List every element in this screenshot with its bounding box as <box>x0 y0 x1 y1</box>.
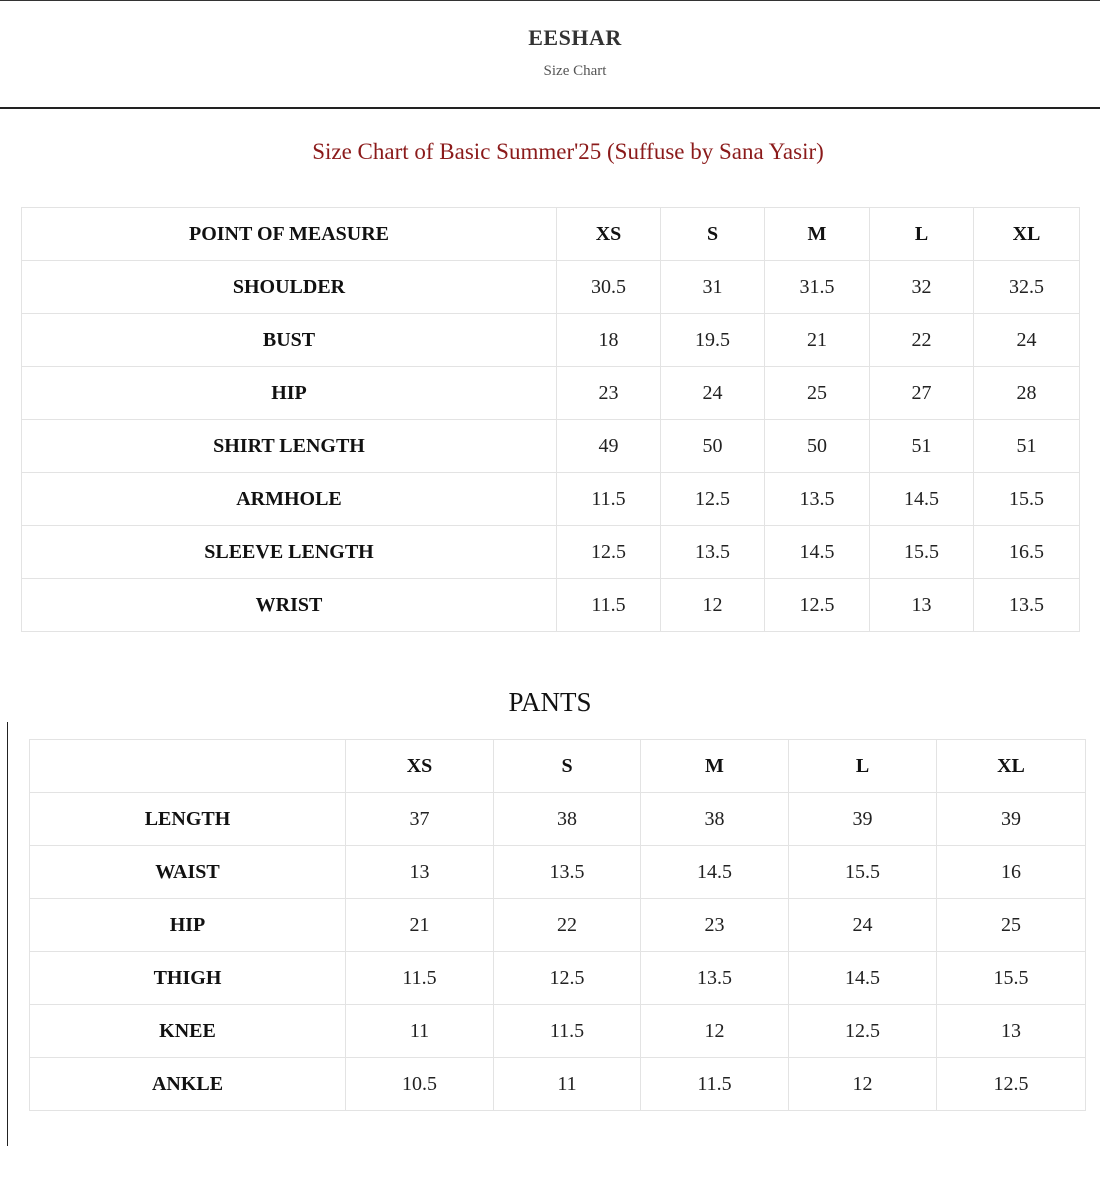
measurement-cell: 39 <box>789 793 937 846</box>
measurement-cell: 24 <box>789 899 937 952</box>
row-label: ANKLE <box>30 1058 346 1111</box>
measurement-cell: 15.5 <box>974 473 1080 526</box>
measurement-cell: 23 <box>557 367 661 420</box>
row-label: BUST <box>22 314 557 367</box>
column-header-size: L <box>789 740 937 793</box>
measurement-cell: 16.5 <box>974 526 1080 579</box>
measurement-cell: 15.5 <box>789 846 937 899</box>
column-header-size: XL <box>974 208 1080 261</box>
measurement-cell: 19.5 <box>661 314 765 367</box>
column-header-size: M <box>765 208 870 261</box>
row-label: HIP <box>22 367 557 420</box>
measurement-cell: 14.5 <box>641 846 789 899</box>
row-label: LENGTH <box>30 793 346 846</box>
table-row <box>30 1058 1086 1111</box>
column-header-size: L <box>870 208 974 261</box>
row-label: WRIST <box>22 579 557 632</box>
measurement-cell: 13 <box>346 846 494 899</box>
table-row <box>22 314 1080 367</box>
table-row <box>22 579 1080 632</box>
table-row <box>30 899 1086 952</box>
measurement-cell: 11 <box>494 1058 641 1111</box>
measurement-cell: 21 <box>346 899 494 952</box>
measurement-cell: 12.5 <box>765 579 870 632</box>
measurement-cell: 32.5 <box>974 261 1080 314</box>
measurement-cell: 11.5 <box>641 1058 789 1111</box>
measurement-cell: 10.5 <box>346 1058 494 1111</box>
pants-size-table <box>29 739 1086 1111</box>
measurement-cell: 27 <box>870 367 974 420</box>
row-label: WAIST <box>30 846 346 899</box>
measurement-cell: 28 <box>974 367 1080 420</box>
measurement-cell: 12.5 <box>661 473 765 526</box>
column-header-size: XL <box>937 740 1086 793</box>
row-label: ARMHOLE <box>22 473 557 526</box>
row-label: THIGH <box>30 952 346 1005</box>
measurement-cell: 12 <box>661 579 765 632</box>
row-label: SHOULDER <box>22 261 557 314</box>
table-row <box>22 261 1080 314</box>
measurement-cell: 18 <box>557 314 661 367</box>
measurement-cell: 13 <box>870 579 974 632</box>
measurement-cell: 25 <box>937 899 1086 952</box>
measurement-cell: 12 <box>641 1005 789 1058</box>
measurement-cell: 11 <box>346 1005 494 1058</box>
measurement-cell: 31 <box>661 261 765 314</box>
measurement-cell: 37 <box>346 793 494 846</box>
measurement-cell: 12.5 <box>789 1005 937 1058</box>
measurement-cell: 49 <box>557 420 661 473</box>
column-header-size: XS <box>346 740 494 793</box>
pants-section-title: PANTS <box>508 687 592 717</box>
brand-name: EESHAR <box>528 25 622 50</box>
row-label: SLEEVE LENGTH <box>22 526 557 579</box>
measurement-cell: 22 <box>870 314 974 367</box>
measurement-cell: 24 <box>974 314 1080 367</box>
measurement-cell: 23 <box>641 899 789 952</box>
page-header <box>0 1 1100 109</box>
table-row <box>22 420 1080 473</box>
measurement-cell: 38 <box>494 793 641 846</box>
measurement-cell: 24 <box>661 367 765 420</box>
measurement-cell: 14.5 <box>765 526 870 579</box>
table-row <box>30 1005 1086 1058</box>
measurement-cell: 25 <box>765 367 870 420</box>
measurement-cell: 31.5 <box>765 261 870 314</box>
measurement-cell: 13.5 <box>641 952 789 1005</box>
measurement-cell: 50 <box>765 420 870 473</box>
column-header-measure: POINT OF MEASURE <box>22 208 557 261</box>
measurement-cell: 32 <box>870 261 974 314</box>
measurement-cell: 12 <box>789 1058 937 1111</box>
shirt-size-table <box>21 207 1080 632</box>
measurement-cell: 13.5 <box>661 526 765 579</box>
table-row <box>30 952 1086 1005</box>
measurement-cell: 15.5 <box>937 952 1086 1005</box>
table-row <box>30 793 1086 846</box>
measurement-cell: 50 <box>661 420 765 473</box>
table-row <box>30 846 1086 899</box>
table-header-row <box>22 208 1080 261</box>
column-header-size: M <box>641 740 789 793</box>
row-label: SHIRT LENGTH <box>22 420 557 473</box>
measurement-cell: 13 <box>937 1005 1086 1058</box>
measurement-cell: 38 <box>641 793 789 846</box>
table-row <box>22 367 1080 420</box>
page-subtitle: Size Chart <box>543 63 607 79</box>
measurement-cell: 51 <box>870 420 974 473</box>
measurement-cell: 30.5 <box>557 261 661 314</box>
left-divider <box>7 722 8 1146</box>
measurement-cell: 16 <box>937 846 1086 899</box>
column-header-size: XS <box>557 208 661 261</box>
table-header-row <box>30 740 1086 793</box>
measurement-cell: 39 <box>937 793 1086 846</box>
measurement-cell: 13.5 <box>974 579 1080 632</box>
measurement-cell: 12.5 <box>937 1058 1086 1111</box>
measurement-cell: 51 <box>974 420 1080 473</box>
size-chart-title: Size Chart of Basic Summer'25 (Suffuse by Sana Yasir) <box>312 139 824 164</box>
measurement-cell: 11.5 <box>557 579 661 632</box>
measurement-cell: 14.5 <box>870 473 974 526</box>
measurement-cell: 15.5 <box>870 526 974 579</box>
measurement-cell: 22 <box>494 899 641 952</box>
measurement-cell: 11.5 <box>557 473 661 526</box>
measurement-cell: 11.5 <box>494 1005 641 1058</box>
column-header-size: S <box>661 208 765 261</box>
measurement-cell: 12.5 <box>557 526 661 579</box>
row-label: HIP <box>30 899 346 952</box>
table-row <box>22 473 1080 526</box>
measurement-cell: 21 <box>765 314 870 367</box>
row-label: KNEE <box>30 1005 346 1058</box>
table-row <box>22 526 1080 579</box>
measurement-cell: 13.5 <box>494 846 641 899</box>
measurement-cell: 11.5 <box>346 952 494 1005</box>
measurement-cell: 13.5 <box>765 473 870 526</box>
measurement-cell: 12.5 <box>494 952 641 1005</box>
measurement-cell: 14.5 <box>789 952 937 1005</box>
column-header-measure <box>30 740 346 793</box>
column-header-size: S <box>494 740 641 793</box>
